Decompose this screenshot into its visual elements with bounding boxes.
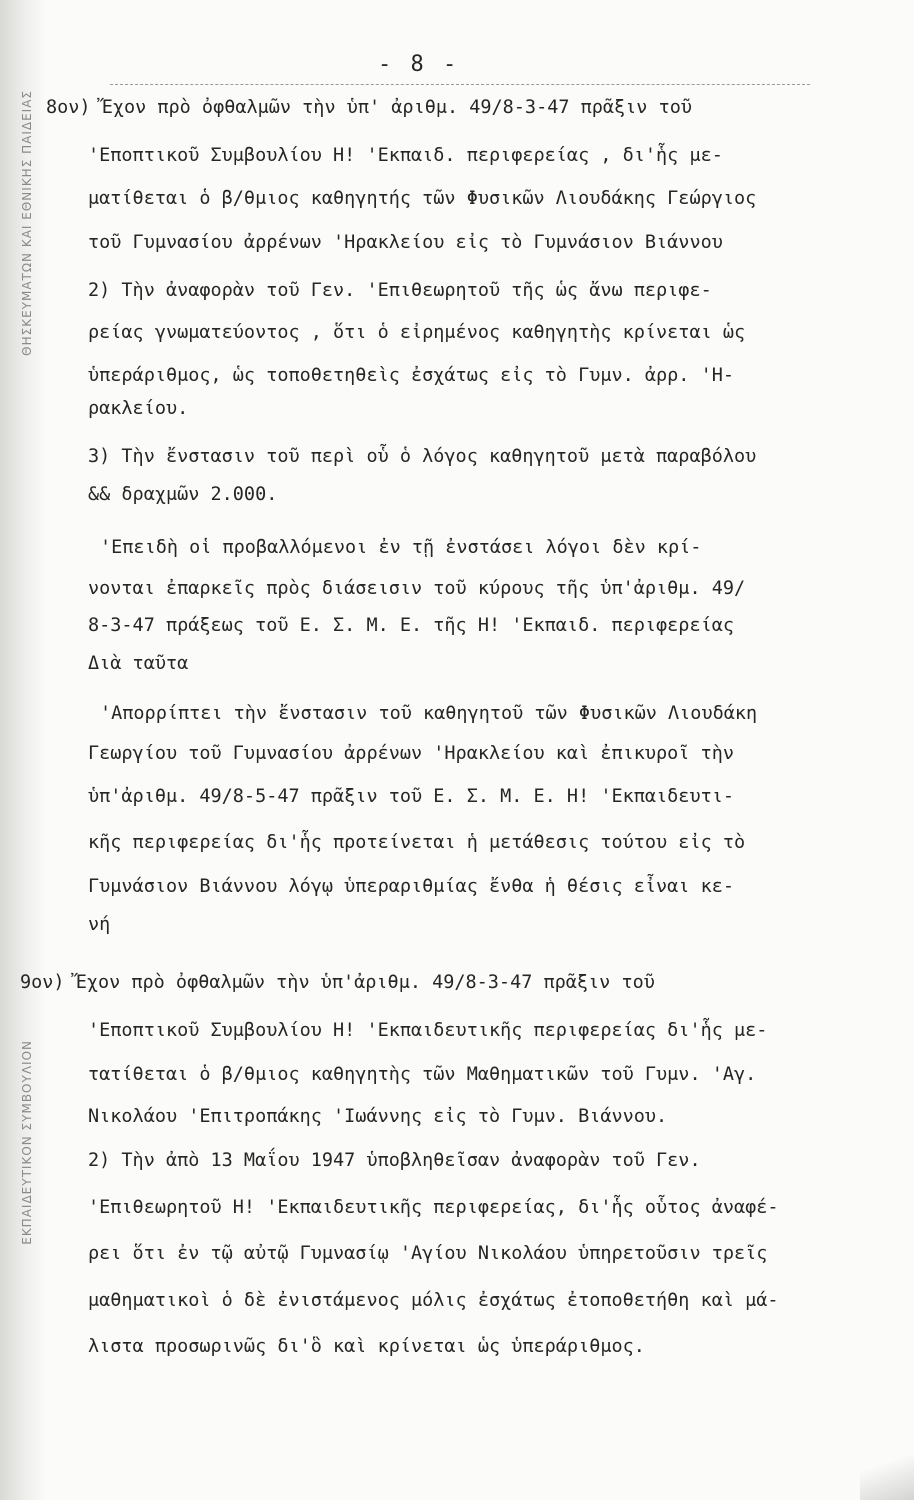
text-line: ρει ὅτι ἐν τῷ αὐτῷ Γυμνασίῳ 'Αγίου Νικολάου ὑπηρετοῦσιν τρεῖς: [88, 1243, 768, 1264]
text-line: λιστα προσωρινῶς δι'ὃ καὶ κρίνεται ὡς ὑπεράριθμος.: [88, 1336, 645, 1357]
text-line: && δραχμῶν 2.000.: [88, 484, 278, 505]
text-line: ρακλείου.: [88, 398, 189, 419]
text-line: Διὰ ταῦτα: [88, 653, 189, 674]
vertical-stamp-top: ΘΗΣΚΕΥΜΑΤΩΝ ΚΑΙ ΕΘΝΙΚΗΣ ΠΑΙΔΕΙΑΣ: [20, 90, 34, 356]
text-line: Γυμνάσιον Βιάννου λόγῳ ὑπεραριθμίας ἔνθα ἡ θέσις εἶναι κε-: [88, 876, 735, 897]
text-line: τοῦ Γυμνασίου ἀρρένων 'Ηρακλείου εἰς τὸ Γυμνάσιον Βιάννου: [88, 232, 723, 253]
text-line: ματίθεται ὁ β/θμιος καθηγητής τῶν Φυσικῶν Λιουδάκης Γεώργιος: [88, 188, 757, 209]
text-line: νονται ἐπαρκεῖς πρὸς διάσεισιν τοῦ κύρους τῆς ὑπ'ἀριθμ. 49/: [88, 578, 746, 599]
text-line: 'Επειδὴ οἱ προβαλλόμενοι ἐν τῇ ἐνστάσει λόγοι δὲν κρί-: [100, 537, 702, 558]
page-edge-shadow: [860, 1440, 914, 1500]
text-line: 'Εποπτικοῦ Συμβουλίου Η! 'Εκπαιδευτικῆς περιφερείας δι'ἧς με-: [88, 1020, 768, 1041]
text-line: ὑπ'ἀριθμ. 49/8-5-47 πρᾶξιν τοῦ Ε. Σ. Μ. Ε. Η! 'Εκπαιδευτι-: [88, 786, 735, 807]
header-rule: [110, 84, 810, 85]
text-line: Γεωργίου τοῦ Γυμνασίου ἀρρένων 'Ηρακλείου καὶ ἐπικυροῖ τὴν: [88, 743, 735, 764]
vertical-stamp-bottom: ΕΚΠΑΙΔΕΥΤΙΚΟΝ ΣΥΜΒΟΥΛΙΟΝ: [20, 1040, 34, 1245]
text-line: νή: [88, 914, 111, 935]
text-line: 2) Τὴν ἀναφορὰν τοῦ Γεν. 'Επιθεωρητοῦ τῆς ὡς ἄνω περιφε-: [88, 280, 712, 301]
text-line: ρείας γνωματεύοντος , ὅτι ὁ εἰρημένος καθηγητὴς κρίνεται ὡς: [88, 322, 746, 343]
text-line: 8-3-47 πράξεως τοῦ Ε. Σ. Μ. Ε. τῆς Η! 'Εκπαιδ. περιφερείας: [88, 615, 735, 636]
text-line: κῆς περιφερείας δι'ἧς προτείνεται ἡ μετάθεσις τούτου εἰς τὸ: [88, 832, 746, 853]
text-line: 2) Τὴν ἀπὸ 13 Μαΐου 1947 ὑποβληθεῖσαν ἀναφορὰν τοῦ Γεν.: [88, 1150, 701, 1171]
text-line: 8ον) Ἔχον πρὸ ὀφθαλμῶν τὴν ὑπ' ἀριθμ. 49/8-3-47 πρᾶξιν τοῦ: [46, 97, 693, 118]
page-number: - 8 -: [378, 52, 460, 77]
text-line: 3) Τὴν ἔνστασιν τοῦ περὶ οὗ ὁ λόγος καθηγητοῦ μετὰ παραβόλου: [88, 446, 757, 467]
text-line: Νικολάου 'Επιτροπάκης 'Ιωάννης εἰς τὸ Γυμν. Βιάννου.: [88, 1106, 668, 1127]
text-line: 'Επιθεωρητοῦ Η! 'Εκπαιδευτικῆς περιφερείας, δι'ἧς οὗτος ἀναφέ-: [88, 1197, 779, 1218]
text-line: 'Εποπτικοῦ Συμβουλίου Η! 'Εκπαιδ. περιφερείας , δι'ἧς με-: [88, 145, 723, 166]
text-line: μαθηματικοὶ ὁ δὲ ἐνιστάμενος μόλις ἐσχάτως ἐτοποθετήθη καὶ μά-: [88, 1290, 779, 1311]
text-line: 'Απορρίπτει τὴν ἔνστασιν τοῦ καθηγητοῦ τῶν Φυσικῶν Λιουδάκη: [100, 703, 758, 724]
text-line: ὑπεράριθμος, ὡς τοποθετηθεὶς ἐσχάτως εἰς τὸ Γυμν. ἀρρ. 'Η-: [88, 365, 735, 386]
text-line: τατίθεται ὁ β/θμιος καθηγητὴς τῶν Μαθηματικῶν τοῦ Γυμν. 'Αγ.: [88, 1064, 757, 1085]
text-line: 9ον) Ἔχον πρὸ ὀφθαλμῶν τὴν ὑπ'ἀριθμ. 49/8-3-47 πρᾶξιν τοῦ: [20, 972, 655, 993]
